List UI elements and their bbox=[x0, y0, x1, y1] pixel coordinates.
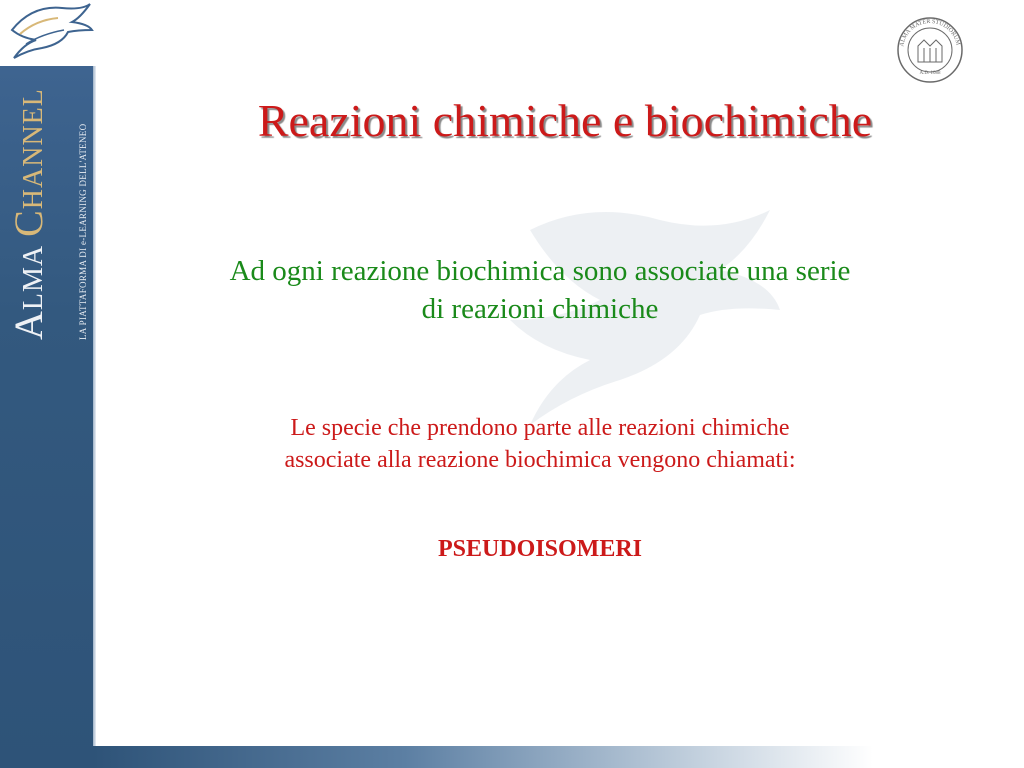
brand-wordmark bbox=[5, 80, 51, 340]
bottom-bar bbox=[93, 746, 873, 768]
sidebar-edge bbox=[93, 66, 96, 768]
intro-paragraph bbox=[100, 252, 980, 328]
seal-ring-text: ALMA MATER STUDIORUM bbox=[899, 18, 961, 48]
body-line-1: Le specie che prendono parte alle reazioni chimiche bbox=[290, 415, 790, 441]
intro-line-2: di reazioni chimiche bbox=[421, 293, 659, 325]
university-seal-icon bbox=[896, 16, 964, 84]
keyword-term: PSEUDOISOMERI bbox=[437, 536, 643, 562]
brand-tagline: LA PIATTAFORMA DI e-LEARNING DELL'ATENEO bbox=[78, 123, 88, 340]
brand-channel-text: Channel bbox=[6, 88, 51, 237]
body-paragraph bbox=[100, 412, 980, 476]
winged-horse-logo-icon bbox=[2, 0, 94, 62]
slide-title: Reazioni chimiche e biochimiche bbox=[257, 95, 873, 146]
body-line-2: associate alla reazione biochimica vengono chiamati: bbox=[284, 447, 796, 473]
seal-date-text: A.D. 1088 bbox=[919, 71, 941, 76]
brand-alma-text: Alma bbox=[6, 244, 51, 340]
intro-line-1: Ad ogni reazione biochimica sono associate una serie bbox=[229, 255, 851, 287]
